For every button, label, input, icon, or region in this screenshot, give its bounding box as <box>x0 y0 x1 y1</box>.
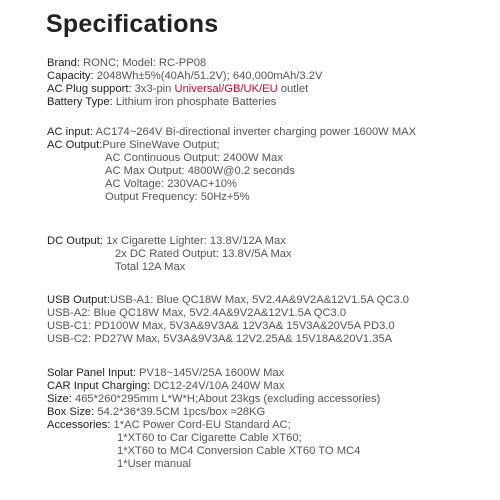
ac-output-item: AC Continuous Output: 2400W Max <box>105 152 283 164</box>
ac-input-label: AC input: <box>47 126 94 138</box>
capacity-label: Capacity: <box>47 70 94 82</box>
ac-output-item: AC Voltage: 230VAC+10% <box>105 178 237 190</box>
car-line <box>47 380 497 393</box>
usb-output-value: USB-A1: Blue QC18W Max, 5V2.4A&9V2A&12V1.5A QC3.0 <box>109 294 409 306</box>
accessories-value: 1*AC Power Cord-EU Standard AC; <box>110 419 291 431</box>
box-size-label: Box Size: <box>47 406 95 418</box>
dc-output-item: 2x DC Rated Output: 13.8V/5A Max <box>115 248 292 260</box>
plug-label: AC Plug support: <box>47 83 132 95</box>
battery-label: Battery Type: <box>47 96 113 108</box>
ac-input-value: AC174~264V Bi-directional inverter charging power 1600W MAX <box>93 126 417 138</box>
usb-section <box>47 294 497 346</box>
plug-value-post: outlet <box>277 83 309 95</box>
ac-section <box>47 126 497 204</box>
dc-output-item: Total 12A Max <box>115 261 186 273</box>
box-size-line <box>47 406 497 419</box>
capacity-value: 2048Wh±5%(40Ah/51.2V); 640,000mAh/3.2V <box>93 70 323 82</box>
usb-output-label: USB Output: <box>47 294 110 306</box>
accessories-line <box>47 419 497 432</box>
brand-line <box>47 57 497 70</box>
page-title: Specifications <box>46 10 219 38</box>
usb-output-line <box>47 294 497 307</box>
ac-output-item: Output Frequency: 50Hz+5% <box>105 191 250 203</box>
car-value: DC12-24V/10A 240W Max <box>150 380 285 392</box>
brand-value: RONC; Model: RC-PP08 <box>79 57 207 69</box>
size-label: Size: <box>47 393 72 405</box>
ac-input-line <box>47 126 497 139</box>
accessory-item: 1*User manual <box>117 458 191 470</box>
plug-value-highlight: Universal/GB/UK/EU <box>174 83 278 95</box>
battery-line <box>47 96 497 109</box>
dc-output-label: DC Output: <box>47 235 103 247</box>
brand-label: Brand: <box>47 57 80 69</box>
size-value: 465*260*295mm L*W*H;About 23kgs (excluding accessories) <box>71 393 381 405</box>
misc-section <box>47 367 497 471</box>
accessories-label: Accessories: <box>47 419 111 431</box>
ac-output-label: AC Output: <box>47 139 103 151</box>
ac-output-value: Pure SineWave Output; <box>102 139 220 151</box>
capacity-line <box>47 70 497 83</box>
dc-output-value: 1x Cigarette Lighter: 13.8V/12A Max <box>102 235 286 247</box>
ac-output-line <box>47 139 497 152</box>
plug-value-pre: 3x3-pin <box>131 83 175 95</box>
accessory-item: 1*XT60 to MC4 Conversion Cable XT60 TO MC4 <box>117 445 361 457</box>
dc-output-line <box>47 235 497 248</box>
usb-port-line: USB-C1: PD100W Max, 5V3A&9V3A& 12V3A& 15V3A&20V5A PD3.0 <box>47 320 395 332</box>
accessory-item: 1*XT60 to Car Cigarette Cable XT60; <box>117 432 302 444</box>
box-size-value: 54.2*36*39.5CM 1pcs/box ≈28KG <box>94 406 266 418</box>
plug-line <box>47 83 497 96</box>
car-label: CAR Input Charging: <box>47 380 151 392</box>
usb-port-line: USB-A2: Blue QC18W Max, 5V2.4A&9V2A&12V1.5A QC3.0 <box>47 307 347 319</box>
solar-label: Solar Panel Input: <box>47 367 136 379</box>
size-line <box>47 393 497 406</box>
usb-port-line: USB-C2: PD27W Max, 5V3A&9V3A& 12V2.25A& 15V18A&20V1.35A <box>47 333 393 345</box>
basic-info-section <box>47 57 497 109</box>
solar-value: PV18~145V/25A 1600W Max <box>135 367 285 379</box>
battery-value: Lithium iron phosphate Batteries <box>112 96 277 108</box>
solar-line <box>47 367 497 380</box>
dc-section <box>47 235 497 274</box>
ac-output-item: AC Max Output: 4800W@0.2 seconds <box>105 165 295 177</box>
